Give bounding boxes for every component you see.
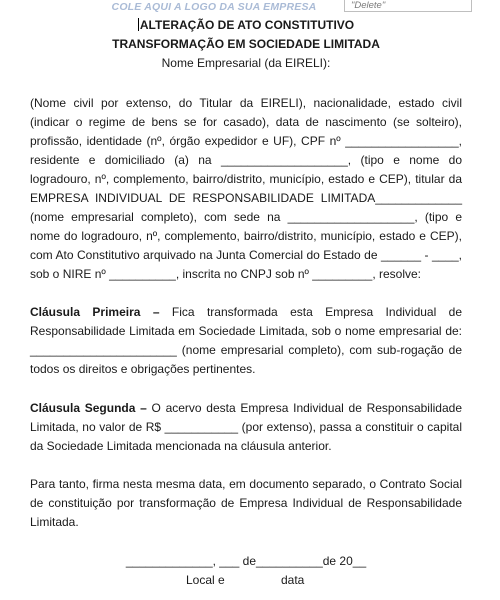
- clause-second-paragraph: [30, 399, 462, 456]
- company-name-label: Nome Empresarial (da EIRELI):: [161, 56, 331, 70]
- date-label: data: [281, 573, 305, 587]
- document-title-line1: [30, 16, 462, 35]
- clause-second-text: O acervo desta Empresa Individual de Responsabilidade Limitada, no valor de R$ ___________ (por extenso), passa a constituir o capital da Sociedade Limitada mencionada na cláusula anterior.: [30, 401, 462, 453]
- logo-placeholder: COLE AQUI A LOGO DA SUA EMPRESA: [111, 1, 317, 13]
- document-page: [30, 16, 462, 590]
- signature-labels: [30, 571, 462, 590]
- text-cursor: [138, 18, 139, 31]
- clause-first-text: Fica transformada esta Empresa Individual de Responsabilidade Limitada em Sociedade Limitada, sob o nome empresarial de: ______________________ (nome empresarial completo), com sub-rogação de todos os direitos e obrigações pertinentes.: [30, 305, 462, 376]
- clause-second-heading: Cláusula Segunda –: [30, 401, 147, 415]
- final-paragraph: Para tanto, firma nesta mesma data, em documento separado, o Contrato Social de constituição por transformação de Empresa Individual de Responsabilidade Limitada.: [30, 477, 462, 529]
- clause-first-heading: Cláusula Primeira –: [30, 305, 160, 319]
- titular-qualification-paragraph: (Nome civil por extenso, do Titular da EIRELI), nacionalidade, estado civil (indicar o regime de bens se for casado), data de nascimento (se solteiro), profissão, identidade (nº, órgão expedidor e UF), CPF nº _________________, residente e domiciliado (a) na ___________________, (tipo e nome do logradouro, nº, complemento, bairro/distrito, município, estado e CEP), titular da EMPRESA INDIVIDUAL DE RESPONSABILIDADE LIMITADA_____________ (nome empresarial completo), com sede na ___________________, (tipo e nome do logradouro, nº, complemento, bairro/distrito, município, estado e CEP), com Ato Constitutivo arquivado na Junta Comercial do Estado de ______ - ____, sob o NIRE nº __________, inscrita no CNPJ sob nº _________, resolve:: [30, 96, 462, 281]
- title-line1-text: ALTERAÇÃO DE ATO CONSTITUTIVO: [139, 18, 355, 32]
- document-title-line2: TRANSFORMAÇÃO EM SOCIEDADE LIMITADA: [112, 37, 380, 51]
- local-label: Local e: [186, 573, 225, 587]
- signature-date-line: _____________, ___ de__________de 20__: [125, 554, 367, 568]
- clause-first-paragraph: [30, 303, 462, 379]
- delete-label-box[interactable]: "Delete": [344, 0, 472, 12]
